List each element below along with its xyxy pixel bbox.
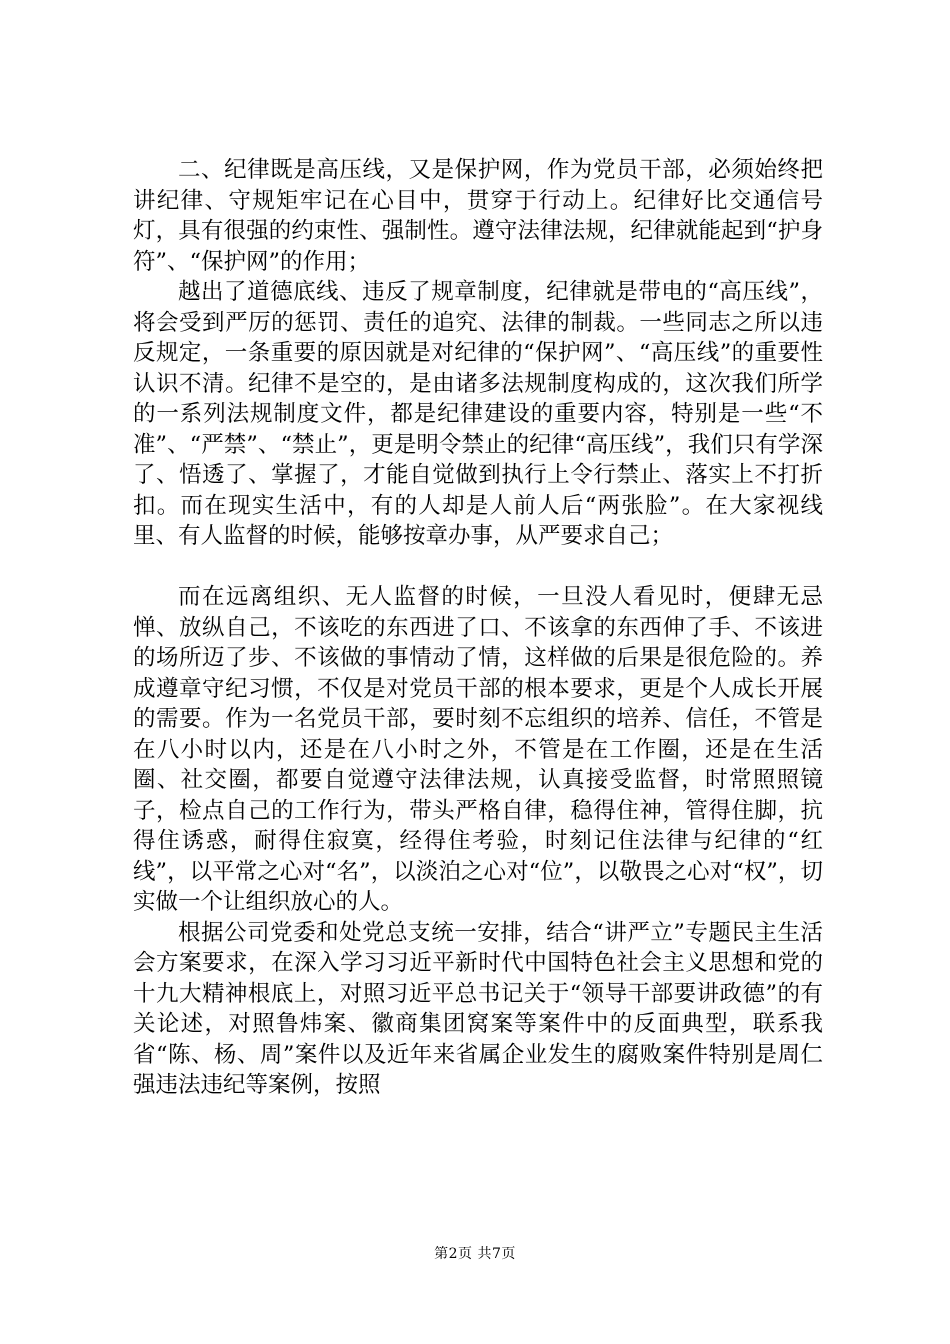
paragraph-high-voltage-line: 越出了道德底线、违反了规章制度，纪律就是带电的“高压线”，将会受到严厉的惩罚、责任的追究、法律的制裁。一些同志之所以违反规定，一条重要的原因就是对纪律的“保护网”、“高压线”的重要性认识不清。纪律不是空的，是由诸多法规制度构成的，这次我们所学的一系列法规制度文件，都是纪律建设的重要内容，特别是一些“不准”、“严禁”、“禁止”，更是明令禁止的纪律“高压线”，我们只有学深了、悟透了、掌握了，才能自觉做到执行上令行禁止、落实上不打折扣。而在现实生活中，有的人却是人前人后“两张脸”。在大家视线里、有人监督的时候，能够按章办事，从严要求自己； (133, 279, 823, 549)
page-number-footer: 第2页 共7页 (434, 1246, 516, 1262)
paragraph-self-discipline: 而在远离组织、无人监督的时候，一旦没人看见时，便肆无忌惮、放纵自己，不该吃的东西进了口、不该拿的东西伸了手、不该进的场所迈了步、不该做的事情动了情，这样做的后果是很危险的。养成遵章守纪习惯，不仅是对党员干部的根本要求，更是个人成长开展的需要。作为一名党员干部，要时刻不忘组织的培养、信任，不管是在八小时以内，还是在八小时之外，不管是在工作圈，还是在生活圈、社交圈，都要自觉遵守法律法规，认真接受监督，时常照照镜子，检点自己的工作行为，带头严格自律，稳得住神，管得住脚，抗得住诱惑，耐得住寂寞，经得住考验，时刻记住法律与纪律的“红线”，以平常之心对“名”，以淡泊之心对“位”，以敬畏之心对“权”，切实做一个让组织放心的人。 (133, 584, 823, 915)
paragraph-life-meeting-arrangement: 根据公司党委和处党总支统一安排，结合“讲严立”专题民主生活会方案要求，在深入学习习近平新时代中国特色社会主义思想和党的十九大精神根底上，对照习近平总书记关于“领导干部要讲政德”的有关论述，对照鲁炜案、徽商集团窝案等案件中的反面典型，联系我省“陈、杨、周”案件以及近年来省属企业发生的腐败案件特别是周仁强违法违纪等案例，按照 (133, 919, 823, 1098)
document-body (133, 155, 823, 1101)
paragraph-discipline-intro: 二、纪律既是高压线，又是保护网，作为党员干部，必须始终把讲纪律、守规矩牢记在心目中，贯穿于行动上。纪律好比交通信号灯，具有很强的约束性、强制性。遵守法律法规，纪律就能起到“护身符”、“保护网”的作用； (133, 157, 823, 275)
